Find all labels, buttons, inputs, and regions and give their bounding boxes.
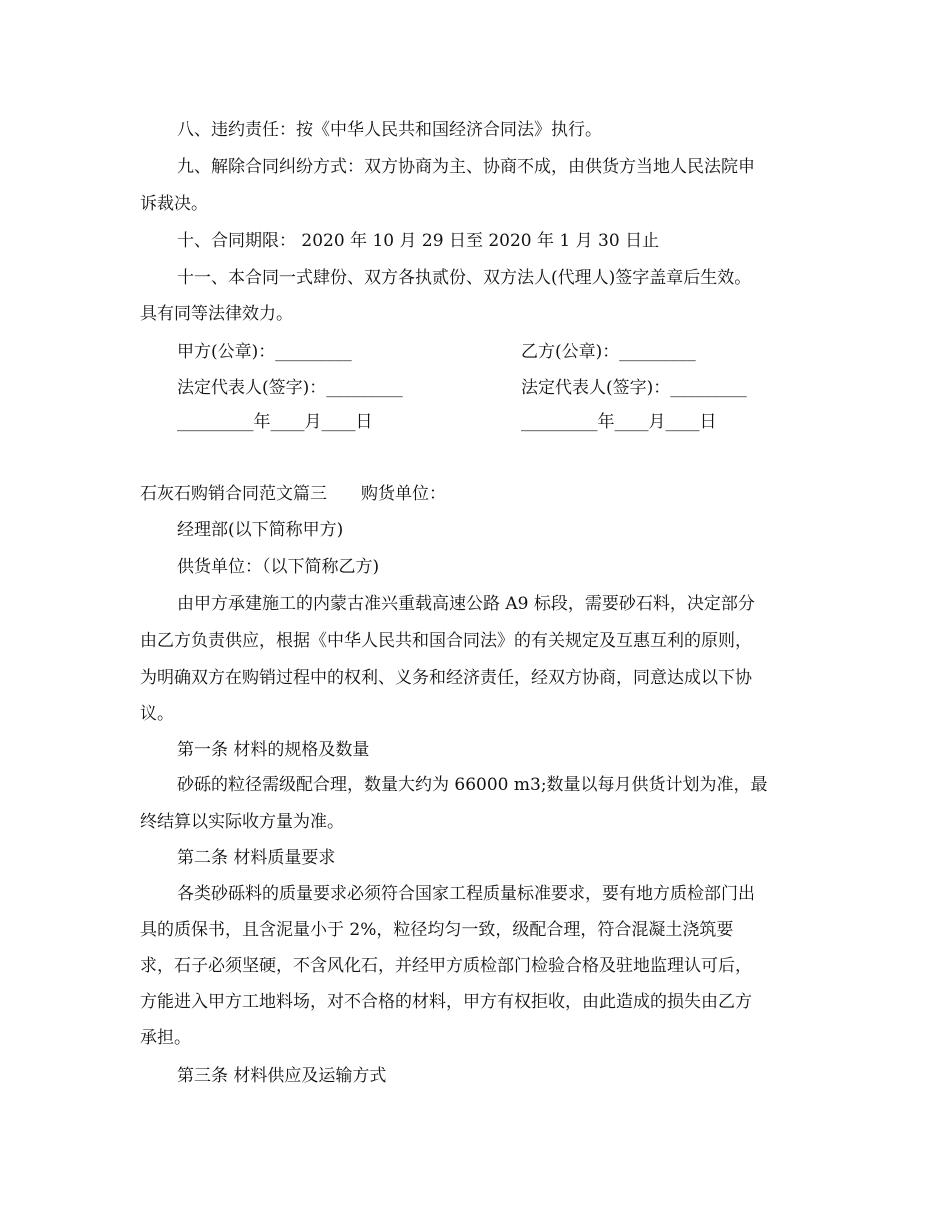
party-a-representative: 法定代表人(签字)：_________ — [177, 378, 403, 398]
clause-11-line1: 十一、本合同一式肆份、双方各执贰份、双方法人(代理人)签字盖章后生效。 — [177, 268, 752, 288]
intro-line2: 由乙方负责供应，根据《中华人民共和国合同法》的有关规定及互惠互利的原则， — [140, 631, 752, 651]
article2-line2: 具的质保书，且含泥量小于 2%，粒径均匀一致，级配合理，符合混凝土浇筑要 — [140, 920, 734, 940]
article1-line2: 终结算以实际收方量为准。 — [140, 812, 344, 832]
article3-title: 第三条 材料供应及运输方式 — [177, 1066, 387, 1086]
clause-10: 十、合同期限： 2020 年 10 月 29 日至 2020 年 1 月 30 日止 — [177, 231, 660, 251]
party-a-date: _________年____月____日 — [177, 412, 373, 432]
party-a-seal: 甲方(公章)：_________ — [177, 342, 352, 362]
party-b-representative: 法定代表人(签字)：_________ — [521, 378, 747, 398]
party-b-date: _________年____月____日 — [521, 412, 717, 432]
article2-line4: 方能进入甲方工地料场，对不合格的材料，甲方有权拒收，由此造成的损失由乙方 — [140, 992, 752, 1012]
section-heading: 石灰石购销合同范文篇三 购货单位： — [140, 484, 446, 504]
intro-line4: 议。 — [140, 704, 174, 724]
clause-8: 八、违约责任：按《中华人民共和国经济合同法》执行。 — [177, 120, 602, 140]
clause-9-line2: 诉裁决。 — [140, 194, 208, 214]
clause-9-line1: 九、解除合同纠纷方式：双方协商为主、协商不成，由供货方当地人民法院申 — [177, 157, 755, 177]
clause-11-line2: 具有同等法律效力。 — [140, 304, 293, 324]
intro-line3: 为明确双方在购销过程中的权利、义务和经济责任，经双方协商，同意达成以下协 — [140, 668, 752, 688]
article1-line1: 砂砾的粒径需级配合理，数量大约为 66000 m3;数量以每月供货计划为准，最 — [177, 775, 768, 795]
article2-line5: 承担。 — [140, 1028, 191, 1048]
supplier-line: 供货单位：（以下简称乙方) — [177, 557, 380, 577]
article2-line1: 各类砂砾料的质量要求必须符合国家工程质量标准要求，要有地方质检部门出 — [177, 884, 755, 904]
article2-line3: 求，石子必须坚硬，不含风化石，并经甲方质检部门检验合格及驻地监理认可后， — [140, 956, 752, 976]
article1-title: 第一条 材料的规格及数量 — [177, 740, 370, 760]
party-b-seal: 乙方(公章)：_________ — [521, 342, 696, 362]
intro-line1: 由甲方承建施工的内蒙古准兴重载高速公路 A9 标段，需要砂石料，决定部分 — [177, 594, 755, 614]
article2-title: 第二条 材料质量要求 — [177, 848, 336, 868]
buyer-line: 经理部(以下简称甲方) — [177, 520, 344, 540]
